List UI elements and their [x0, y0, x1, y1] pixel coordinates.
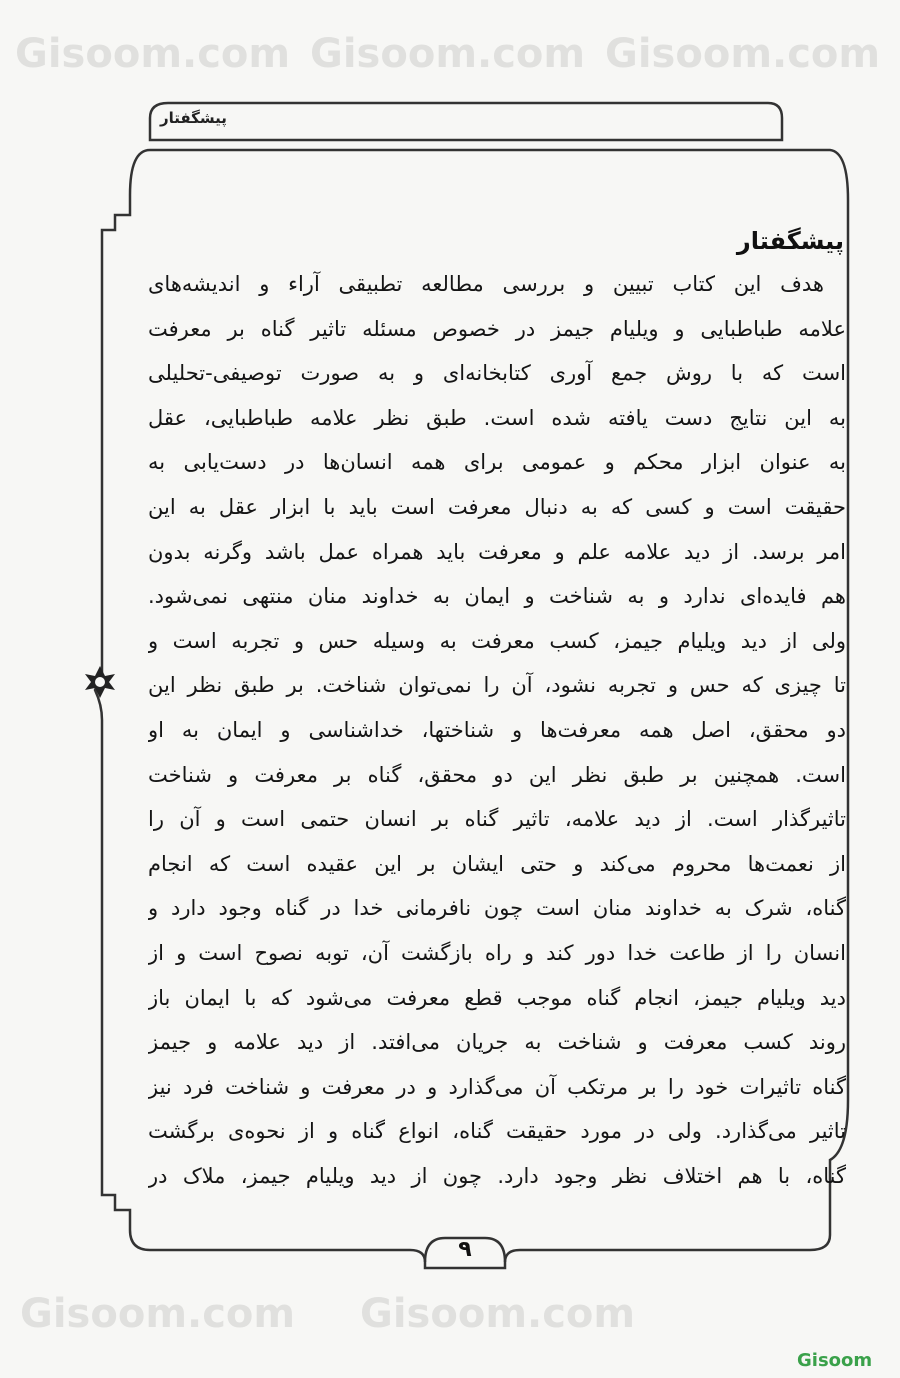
text-line: گناه، با هم اختلاف نظر وجود دارد. چون از دید ویلیام جیمز، ملاک در	[148, 1163, 846, 1188]
text-line: امر برسد. از دید علامه علم و معرفت باید همراه عمل باشد وگرنه بدون	[148, 539, 846, 564]
text-line: روند کسب معرفت و شناخت به جریان می‌افتد. از دید علامه و جیمز	[148, 1030, 846, 1055]
watermark: Gisoom.com	[605, 31, 881, 77]
page-number: ۹	[458, 1237, 472, 1262]
star-ornament-icon	[85, 666, 115, 698]
text-line: حقیقت است و کسی که به دنبال معرفت است باید با ابزار عقل به این	[148, 494, 846, 519]
watermark: Gisoom.com	[310, 31, 586, 77]
text-line: از نعمت‌ها محروم می‌کند و حتی ایشان بر این عقیده است که انجام	[148, 851, 846, 876]
watermark: Gisoom.com	[20, 1291, 296, 1337]
body-text	[148, 262, 846, 1198]
text-line: گناه، شرک به خداوند منان است چون نافرمانی خدا در گناه وجود دارد و	[148, 896, 846, 921]
text-line: دید ویلیام جیمز، انجام گناه موجب قطع معرفت می‌شود که با ایمان باز	[148, 985, 846, 1010]
section-title: پیشگفتار	[736, 227, 844, 255]
running-head: پیشگفتار	[160, 109, 227, 127]
watermark: Gisoom.com	[360, 1291, 636, 1337]
text-line: هدف این کتاب تبیین و بررسی مطالعه تطبیقی آراء و اندیشه‌های	[148, 272, 824, 296]
text-line: هم فایده‌ای ندارد و به شناخت و ایمان به خداوند منان منتهی نمی‌شود.	[148, 584, 846, 609]
text-line: انسان را از طاعت خدا دور کند و راه بازگشت آن، توبه نصوح است و از	[148, 940, 846, 965]
text-line: ولی از دید ویلیام جیمز، کسب معرفت به وسیله حس و تجربه است و	[148, 628, 846, 653]
text-line: است که با روش جمع آوری کتابخانه‌ای و به صورت توصیفی-تحلیلی	[148, 361, 846, 386]
text-line: تا چیزی که حس و تجربه نشود، آن را نمی‌توان شناخت. بر طبق نظر این	[148, 673, 846, 698]
text-line: است. همچنین بر طبق نظر این دو محقق، گناه بر معرفت و شناخت	[148, 762, 846, 787]
text-line: به عنوان ابزار محکم و عمومی برای همه انسان‌ها در دست‌یابی به	[148, 450, 846, 475]
text-line: علامه طباطبایی و ویلیام جیمز در خصوص مسئله تاثیر گناه بر معرفت	[148, 316, 846, 341]
watermark: Gisoom.com	[15, 31, 291, 77]
text-line: تاثیرگذار است. از دید علامه، تاثیر گناه بر انسان حتمی است و آن را	[148, 807, 846, 832]
text-line: دو محقق، اصل همه معرفت‌ها و شناختها، خداشناسی و ایمان به او	[148, 717, 846, 742]
text-line: به این نتایج دست یافته شده است. طبق نظر علامه طباطبایی، عقل	[148, 405, 846, 430]
gisoom-logo: Gisoom	[797, 1350, 873, 1371]
text-line: تاثیر می‌گذارد. ولی در مورد حقیقت گناه، انواع گناه و از نحوه‌ی برگشت	[148, 1119, 846, 1144]
header-box	[150, 103, 782, 140]
text-line: گناه تاثیرات خود را بر مرتکب آن می‌گذارد و در معرفت و شناخت فرد نیز	[148, 1074, 846, 1099]
